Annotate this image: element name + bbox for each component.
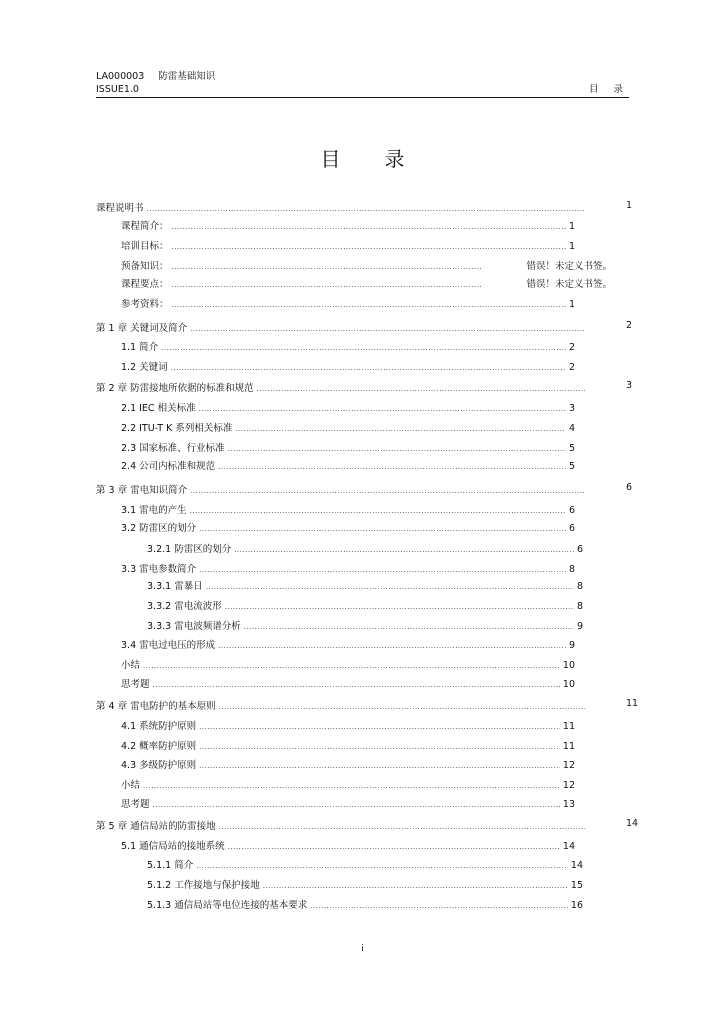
toc-entry[interactable] [147,877,583,891]
toc-entry[interactable] [121,258,612,272]
toc-dot-leader [218,642,566,650]
toc-chapter-entry[interactable] [96,320,633,334]
toc-entry[interactable] [121,520,575,534]
toc-entry[interactable] [147,541,583,555]
toc-dot-leader [143,662,560,670]
toc-entry-label: 培训目标： [121,241,169,252]
toc-entry[interactable] [121,400,575,414]
toc-chapter-entry[interactable] [96,698,639,712]
toc-entry-page: 14 [562,841,575,852]
toc-dot-leader [199,743,560,751]
toc-entry[interactable] [121,359,575,373]
toc-dot-leader [219,703,585,711]
toc-dot-leader [228,445,566,453]
page-number: i [361,944,364,954]
toc-entry-page: 6 [576,544,583,555]
toc-entry-page: 6 [626,482,633,493]
toc-entry[interactable] [121,777,575,791]
toc-entry-label: 参考资料： [121,299,169,310]
toc-entry-label: 课程简介： [121,221,169,232]
toc-entry[interactable] [147,897,583,911]
toc-dot-leader [244,623,574,631]
toc-entry-label: 第 2 章 防雷接地所依据的标准和规范 [96,383,254,394]
doc-code: LA000003 [96,71,145,82]
toc-entry-label: 4.3 多级防护原则 [121,760,197,771]
toc-dot-leader [199,566,566,574]
toc-entry[interactable] [121,238,575,252]
toc-dot-leader [199,405,566,413]
doc-title: 防雷基础知识 [158,71,216,82]
toc-entry-page: 9 [576,621,583,632]
toc-entry-label: 思考题 [121,679,150,690]
toc-chapter-entry[interactable] [96,818,639,832]
toc-entry-page: 8 [568,564,575,575]
toc-dot-leader [234,546,574,554]
toc-entry-label: 第 4 章 雷电防护的基本原则 [96,701,216,712]
toc-entry-label: 2.1 IEC 相关标准 [121,403,196,414]
toc-entry-label: 课程说明书 [96,203,144,214]
toc-entry-page: 2 [568,342,575,353]
toc-entry-label: 1.2 关键词 [121,362,168,373]
toc-entry-page: 8 [576,601,583,612]
toc-entry-label: 3.1 雷电的产生 [121,505,187,516]
toc-entry-page: 11 [562,741,575,752]
toc-entry[interactable] [121,657,575,671]
toc-entry-label: 第 5 章 通信局站的防雷接地 [96,821,216,832]
toc-entry-page: 3 [626,380,633,391]
toc-dot-leader [235,425,566,433]
toc-entry-label: 5.1 通信局站的接地系统 [121,841,225,852]
toc-dot-leader [219,823,585,831]
toc-entry-label: 2.4 公司内标准和规范 [121,461,216,472]
toc-dot-leader [225,603,574,611]
toc-entry[interactable] [121,218,575,232]
toc-entry[interactable] [147,598,583,612]
toc-entry-page: 12 [562,760,575,771]
toc-entry[interactable] [121,276,612,290]
toc-entry-label: 4.2 概率防护原则 [121,741,197,752]
toc-entry[interactable] [121,440,575,454]
toc-dot-leader [153,801,560,809]
toc-entry[interactable] [121,637,575,651]
toc-dot-leader [228,843,560,851]
toc-entry-page: 15 [570,880,583,891]
toc-entry[interactable] [147,618,583,632]
toc-entry-page: 14 [570,860,583,871]
toc-entry[interactable] [121,458,575,472]
toc-entry-page: 1 [626,200,633,211]
toc-dot-leader [190,507,566,515]
toc-entry[interactable] [121,738,575,752]
toc-entry-page: 3 [568,403,575,414]
toc-dot-leader [206,583,574,591]
toc-entry-label: 3.2.1 防雷区的划分 [147,544,232,555]
toc-entry-page: 5 [568,461,575,472]
toc-dot-leader [196,862,568,870]
toc-dot-leader [153,681,560,689]
toc-entry-label: 思考题 [121,799,150,810]
toc-entry-page: 14 [626,818,639,829]
toc-entry-label: 3.4 雷电过电压的形成 [121,640,216,651]
toc-entry-label: 5.1.2 工作接地与保护接地 [147,880,260,891]
toc-dot-leader [263,882,568,890]
toc-entry-page: 8 [576,581,583,592]
toc-entry-label: 课程要点： [121,279,169,290]
toc-entry-label: 4.1 系统防护原则 [121,721,197,732]
toc-entry-label: 5.1.1 简介 [147,860,194,871]
toc-entry-page: 错误！未定义书签。 [526,261,612,272]
toc-dot-leader [172,263,483,271]
toc-entry-label: 3.3.3 雷电波频谱分析 [147,621,241,632]
toc-entry[interactable] [121,676,575,690]
toc-entry-label: 3.3 雷电参数简介 [121,564,197,575]
toc-entry-page: 2 [626,320,633,331]
toc-entry-label: 3.3.1 雷暴日 [147,581,203,592]
toc-entry-label: 3.2 防雷区的划分 [121,523,197,534]
toc-entry-page: 6 [568,523,575,534]
toc-entry-label: 3.3.2 雷电流波形 [147,601,222,612]
toc-dot-leader [218,463,566,471]
toc-entry-page: 5 [568,443,575,454]
toc-entry-label: 小结 [121,780,141,791]
toc-entry-page: 1 [568,299,575,310]
toc-entry[interactable] [121,718,575,732]
toc-entry[interactable] [121,339,575,353]
toc-entry-page: 13 [562,799,575,810]
toc-entry-label: 小结 [121,660,141,671]
toc-dot-leader [190,487,585,495]
toc-entry[interactable] [147,578,583,592]
toc-dot-leader [310,902,568,910]
toc-dot-leader [199,525,566,533]
toc-chapter-entry[interactable] [96,482,633,496]
toc-entry[interactable] [121,420,575,434]
toc-entry-page: 4 [568,423,575,434]
toc-dot-leader [199,723,560,731]
toc-entry-page: 12 [562,780,575,791]
toc-entry-page: 11 [562,721,575,732]
toc-entry[interactable] [147,857,583,871]
toc-dot-leader [161,344,566,352]
toc-entry-label: 5.1.3 通信局站等电位连接的基本要求 [147,900,308,911]
toc-entry-page: 10 [562,679,575,690]
toc-chapter-entry[interactable] [96,200,633,214]
toc-entry-page: 16 [570,900,583,911]
toc-entry-label: 第 1 章 关键词及简介 [96,323,188,334]
toc-dot-leader [190,325,585,333]
toc-entry-label: 1.1 简介 [121,342,159,353]
toc-dot-leader [172,281,483,289]
toc-entry-label: 2.3 国家标准、行业标准 [121,443,225,454]
toc-entry-page: 9 [568,640,575,651]
toc-entry[interactable] [121,296,575,310]
toc-entry-page: 错误！未定义书签。 [526,279,612,290]
toc-dot-leader [143,782,560,790]
toc-dot-leader [171,364,566,372]
toc-entry-page: 2 [568,362,575,373]
toc-entry[interactable] [121,796,575,810]
page-title: 目录 [320,147,449,171]
toc-dot-leader [257,385,585,393]
toc-chapter-entry[interactable] [96,380,633,394]
toc-entry-label: 2.2 ITU-T K 系列相关标准 [121,423,233,434]
toc-entry[interactable] [121,757,575,771]
toc-entry-page: 6 [568,505,575,516]
toc-dot-leader [199,762,560,770]
toc-entry[interactable] [121,561,575,575]
section-label: 目 录 [588,84,629,95]
toc-entry-page: 1 [568,241,575,252]
toc-entry-page: 11 [626,698,639,709]
toc-entry-page: 10 [562,660,575,671]
toc-dot-leader [147,205,585,213]
toc-dot-leader [172,301,566,309]
toc-dot-leader [172,223,566,231]
toc-entry-label: 预备知识： [121,261,169,272]
toc-entry-page: 1 [568,221,575,232]
toc-dot-leader [172,243,566,251]
issue-label: ISSUE1.0 [96,84,139,95]
toc-entry[interactable] [121,838,575,852]
toc-entry[interactable] [121,502,575,516]
toc-entry-label: 第 3 章 雷电知识简介 [96,485,188,496]
